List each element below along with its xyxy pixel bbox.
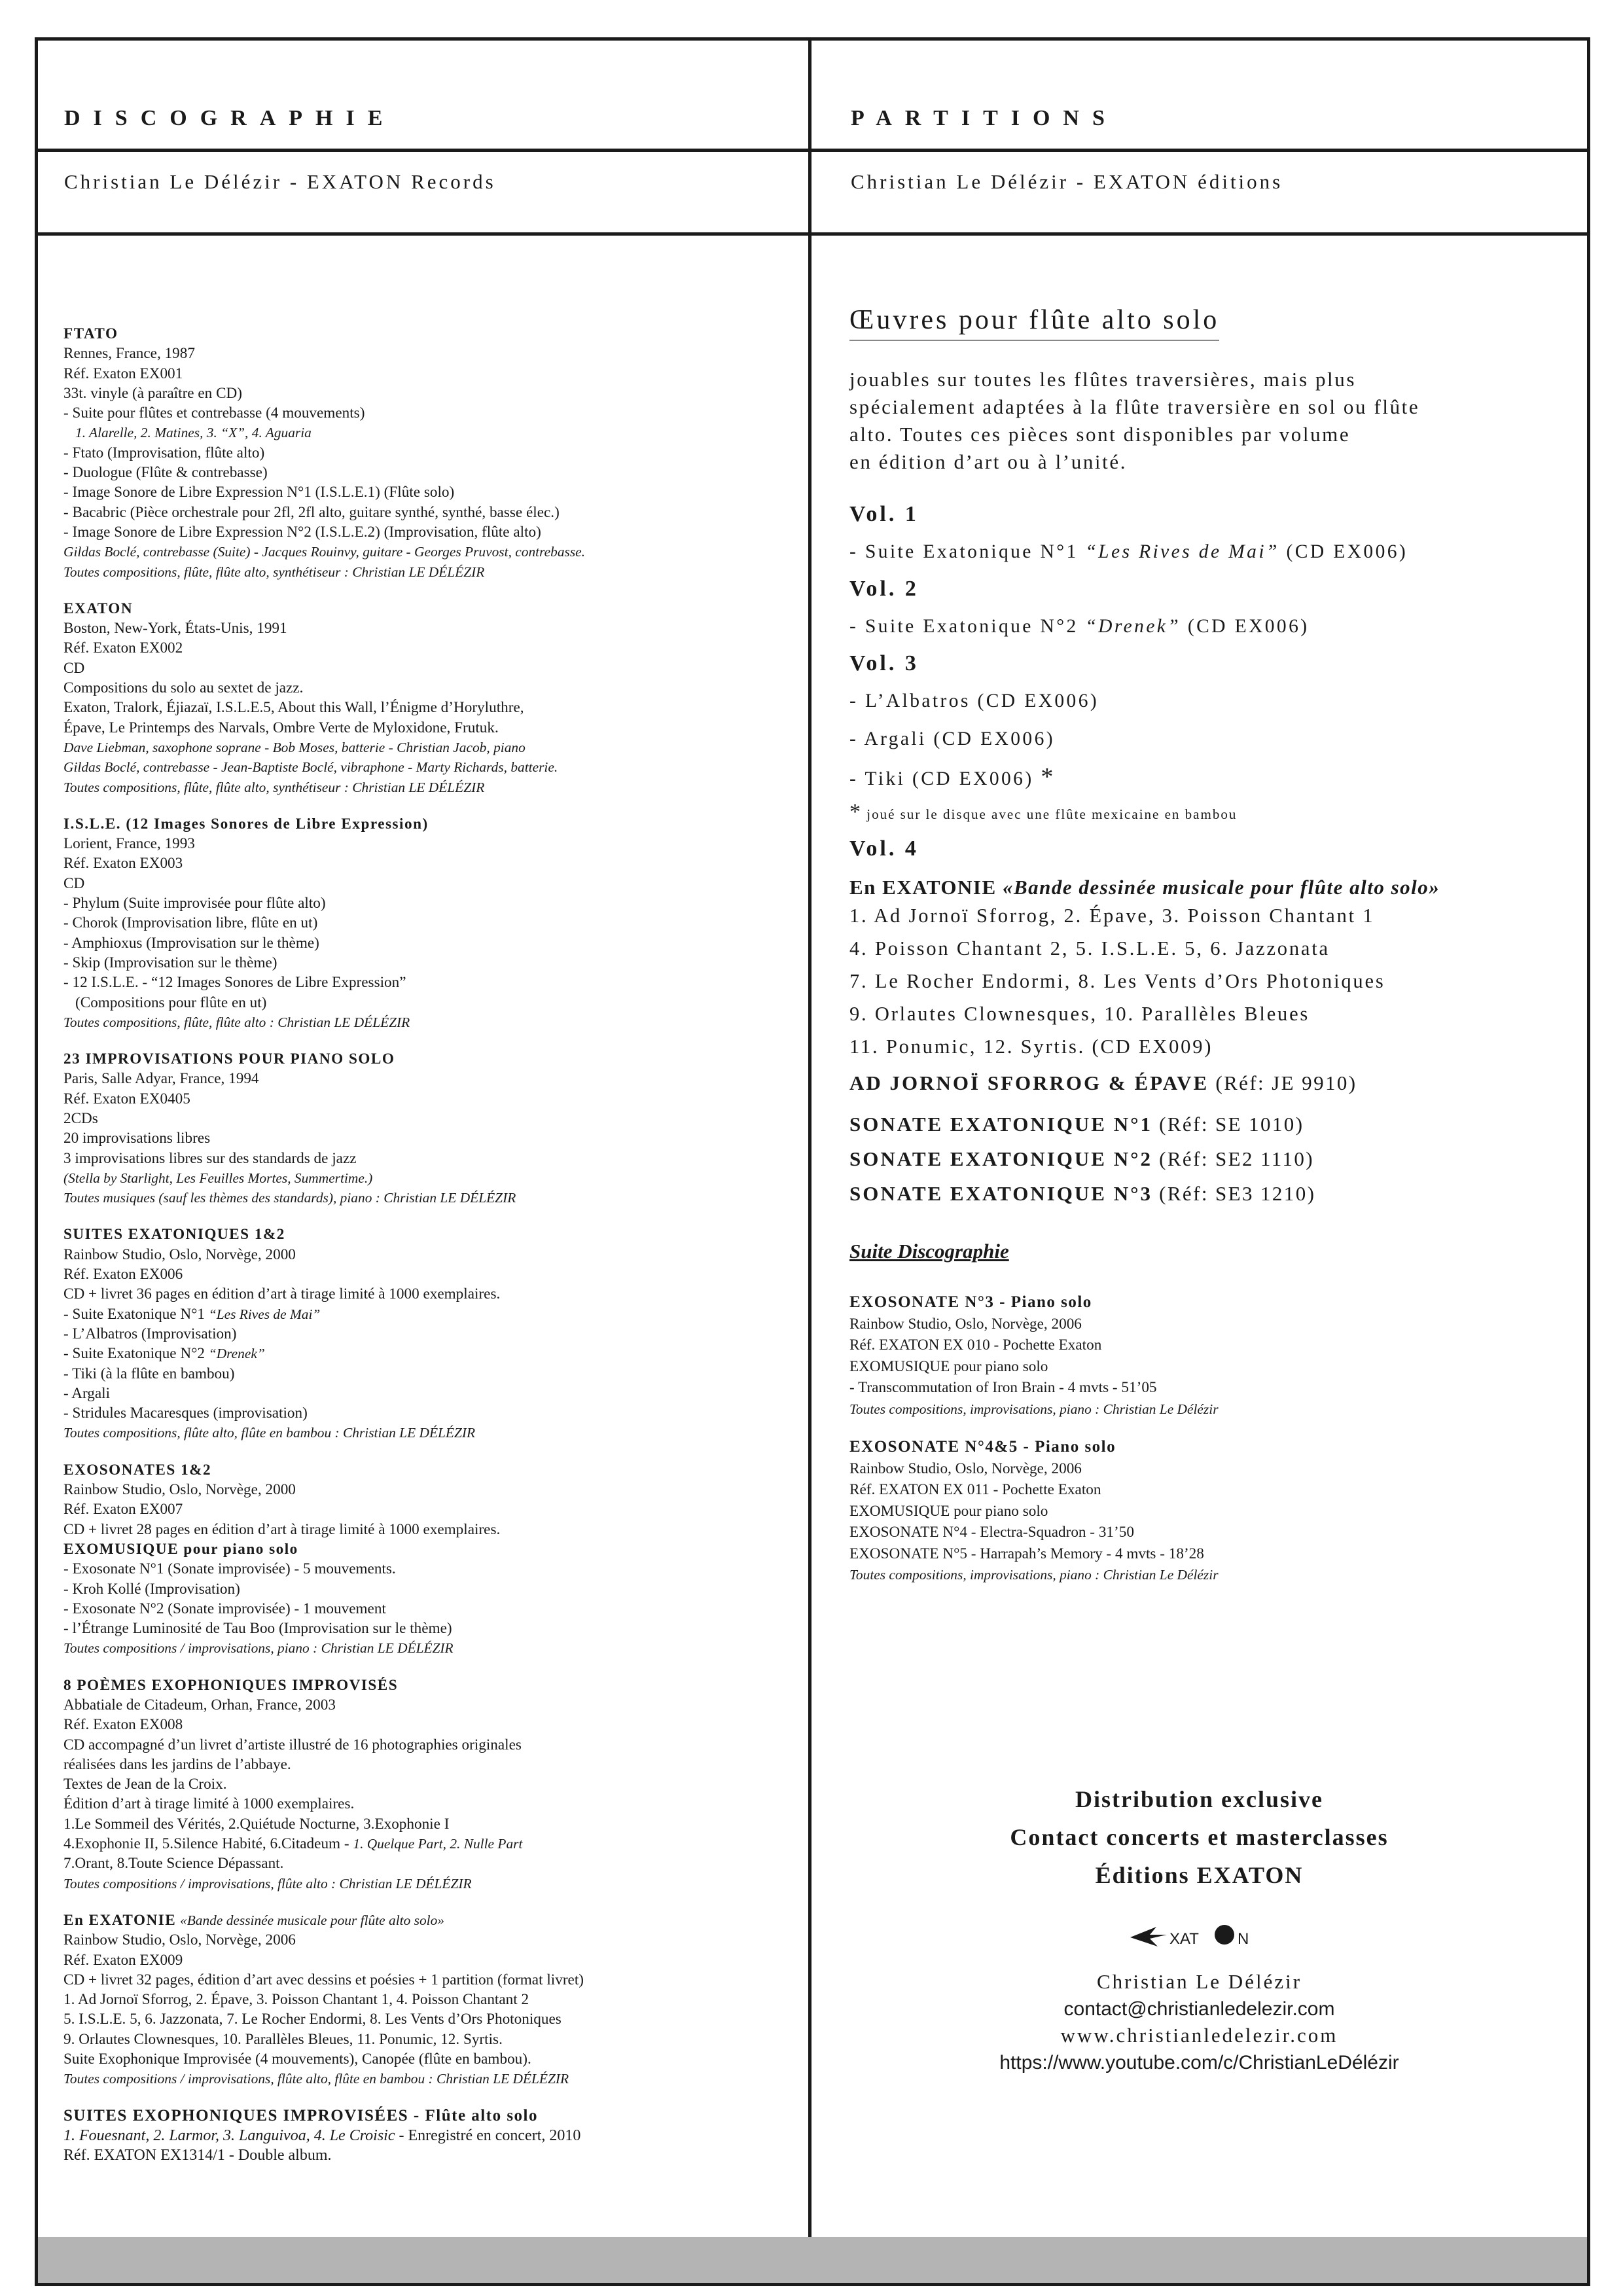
subheader-rule — [35, 232, 1590, 236]
album-line: Rainbow Studio, Oslo, Norvège, 2006 — [849, 1315, 1082, 1333]
album-en-exatonie — [63, 1910, 800, 2089]
piece-line: 11. Ponumic, 12. Syrtis. (CD EX009) — [849, 1035, 1213, 1058]
credit-line: Toutes compositions / improvisations, piano : Christian LE DÉLÉZIR — [63, 1640, 454, 1657]
album-line: Réf. Exaton EX0405 — [63, 1090, 190, 1107]
album-title-bold: En EXATONIE — [63, 1911, 177, 1929]
score-title: AD JORNOÏ SFORROG & ÉPAVE — [849, 1071, 1209, 1094]
album-line: 3 improvisations libres sur des standards de jazz — [63, 1149, 357, 1167]
album-line: 5. I.S.L.E. 5, 6. Jazzonata, 7. Le Rocher Endormi, 8. Les Vents d’Ors Photoniques — [63, 2011, 562, 2028]
album-line: Rainbow Studio, Oslo, Norvège, 2000 — [63, 1246, 296, 1263]
album-title: EXATON — [63, 600, 134, 617]
credit-line: Toutes compositions, improvisations, piano : Christian Le Délézir — [849, 1401, 1219, 1417]
intro-line: jouables sur toutes les flûtes traversières, mais plus — [849, 368, 1357, 391]
credit-line: Toutes compositions, flûte alto, flûte en bambou : Christian LE DÉLÉZIR — [63, 1425, 476, 1441]
track-line: - Image Sonore de Libre Expression N°1 (I.S.L.E.1) (Flûte solo) — [63, 484, 455, 501]
track-line: - l’Étrange Luminosité de Tau Boo (Improvisation sur le thème) — [63, 1620, 452, 1638]
track-subtitle: “Les Rives de Mai” — [208, 1306, 321, 1322]
score-ref: (Réf: JE 9910) — [1209, 1071, 1357, 1094]
track-line: - Kroh Kollé (Improvisation) — [63, 1580, 240, 1598]
album-line: Réf. Exaton EX009 — [63, 1951, 183, 1969]
album-line: Réf. Exaton EX007 — [63, 1501, 183, 1518]
track-line: - L’Albatros (Improvisation) — [63, 1325, 237, 1342]
track-line: - Exosonate N°1 (Sonate improvisée) - 5 mouvements. — [63, 1560, 396, 1578]
score-line — [849, 1176, 1569, 1211]
album-title: I.S.L.E. (12 Images Sonores de Libre Expression) — [63, 815, 429, 833]
piece-ref: (CD EX006) — [1181, 616, 1310, 637]
album-line: EXOMUSIQUE pour piano solo — [849, 1502, 1048, 1520]
album-line: CD accompagné d’un livret d’artiste illustré de 16 photographies originales — [63, 1736, 522, 1753]
footnote-text: joué sur le disque avec une flûte mexicaine en bambou — [866, 806, 1238, 822]
intro-line: spécialement adaptées à la flûte traversière en sol ou flûte — [849, 395, 1420, 418]
score-title: SONATE EXATONIQUE N°2 — [849, 1147, 1152, 1170]
album-line — [63, 1834, 800, 1854]
piece-label: - Tiki (CD EX006) — [849, 768, 1034, 789]
album-poemes-exophoniques — [63, 1676, 800, 1893]
footnote-star: * — [1041, 763, 1056, 791]
contact-name: Christian Le Délézir — [1096, 1970, 1302, 1993]
exaton-logo-icon — [1128, 1920, 1272, 1953]
credit-line: Gildas Boclé, contrebasse - Jean-Baptiste Boclé, vibraphone - Marty Richards, batterie. — [63, 759, 558, 776]
piece-line: 1. Ad Jornoï Sforrog, 2. Épave, 3. Poisson Chantant 1 — [849, 905, 1375, 927]
album-line: 33t. vinyle (à paraître en CD) — [63, 384, 242, 402]
album-title: SUITES EXOPHONIQUES IMPROVISÉES - Flûte alto solo — [63, 2106, 538, 2125]
album-line: Réf. EXATON EX 010 - Pochette Exaton — [849, 1336, 1102, 1354]
album-line: Boston, New-York, États-Unis, 1991 — [63, 620, 287, 637]
track-subtitle: 1. Quelque Part, 2. Nulle Part — [353, 1836, 523, 1852]
piece-line — [849, 613, 1569, 639]
credit-line: Toutes compositions, flûte, flûte alto, synthétiseur : Christian LE DÉLÉZIR — [63, 564, 485, 580]
album-line: CD + livret 28 pages en édition d’art à tirage limité à 1000 exemplaires. — [63, 1520, 501, 1538]
volume-heading: Vol. 4 — [849, 836, 919, 861]
album-line: réalisées dans les jardins de l’abbaye. — [63, 1755, 291, 1773]
album-title: FTATO — [63, 325, 118, 342]
album-line: - 12 I.S.L.E. - “12 Images Sonores de Libre Expression” — [63, 974, 406, 992]
logo-text: XAT — [1169, 1930, 1199, 1948]
album-line: - Amphioxus (Improvisation sur le thème) — [63, 934, 319, 952]
partitions-column — [849, 304, 1569, 1586]
album-line: Rainbow Studio, Oslo, Norvège, 2000 — [63, 1481, 296, 1499]
exatonie-subtitle: «Bande dessinée musicale pour flûte alto solo» — [1002, 876, 1440, 899]
intro-paragraph — [849, 366, 1569, 476]
piece-line: - Argali (CD EX006) — [849, 728, 1055, 749]
album-exosonate-4-5 — [849, 1437, 1569, 1586]
album-title: EXOSONATE N°3 - Piano solo — [849, 1293, 1092, 1311]
album-line: Réf. EXATON EX 011 - Pochette Exaton — [849, 1481, 1101, 1498]
album-line: Rainbow Studio, Oslo, Norvège, 2006 — [849, 1460, 1082, 1477]
album-suites-exatoniques — [63, 1225, 800, 1443]
album-line: CD — [63, 659, 85, 677]
album-title: 8 POÈMES EXOPHONIQUES IMPROVISÉS — [63, 1676, 399, 1694]
youtube-link[interactable]: https://www.youtube.com/c/ChristianLeDélézir — [999, 2052, 1399, 2073]
piece-line: 4. Poisson Chantant 2, 5. I.S.L.E. 5, 6. Jazzonata — [849, 937, 1330, 960]
album-line: - Chorok (Improvisation libre, flûte en ut) — [63, 914, 318, 932]
intro-line: en édition d’art ou à l’unité. — [849, 450, 1128, 473]
discographie-heading: DISCOGRAPHIE — [64, 106, 396, 130]
score-title: SONATE EXATONIQUE N°3 — [849, 1182, 1152, 1205]
track-subtitle: 1. Fouesnant, 2. Larmor, 3. Languivoa, 4. Le Croisic — [63, 2126, 395, 2144]
volume-heading: Vol. 1 — [849, 502, 919, 526]
album-line: Édition d’art à tirage limité à 1000 exemplaires. — [63, 1795, 355, 1813]
volume-heading: Vol. 3 — [849, 651, 919, 675]
track-label: 4.Exophonie II, 5.Silence Habité, 6.Citadeum - — [63, 1835, 353, 1853]
album-suites-exophoniques — [63, 2106, 800, 2166]
logo-n-glyph: N — [1237, 1930, 1249, 1948]
piece-subtitle: “Drenek” — [1085, 616, 1181, 637]
track-label: - Suite Exatonique N°1 — [63, 1305, 209, 1323]
track-line: - Bacabric (Pièce orchestrale pour 2fl, 2fl alto, guitare synthé, synthé, basse élec.) — [63, 503, 560, 521]
contact-line: Contact concerts et masterclasses — [1010, 1824, 1389, 1850]
track-line: - Argali — [63, 1384, 111, 1402]
credit-line: Gildas Boclé, contrebasse (Suite) - Jacques Rouinvy, guitare - Georges Pruvost, contrebasse. — [63, 544, 586, 560]
track-line: - Ftato (Improvisation, flûte alto) — [63, 444, 265, 461]
piece-line: 9. Orlautes Clownesques, 10. Parallèles Bleues — [849, 1003, 1310, 1025]
credit-line: Toutes musiques (sauf les thèmes des standards), piano : Christian LE DÉLÉZIR — [63, 1190, 516, 1206]
editions-subtitle: Christian Le Délézir - EXATON éditions — [851, 170, 1283, 193]
album-line: - Skip (Improvisation sur le thème) — [63, 954, 277, 971]
album-exosonate-3 — [849, 1292, 1569, 1420]
credit-line: Toutes compositions, flûte, flûte alto, synthétiseur : Christian LE DÉLÉZIR — [63, 779, 485, 795]
partitions-heading: PARTITIONS — [851, 106, 1118, 130]
track-label: - Suite Exatonique N°2 — [63, 1345, 209, 1363]
score-ref: (Réf: SE2 1110) — [1152, 1147, 1315, 1170]
album-ftato — [63, 324, 800, 582]
discography-column — [63, 324, 800, 2183]
volume-heading: Vol. 2 — [849, 577, 919, 601]
distribution-line: Distribution exclusive — [1075, 1786, 1323, 1812]
oeuvres-title: Œuvres pour flûte alto solo — [849, 304, 1219, 341]
credit-line: Toutes compositions, improvisations, piano : Christian Le Délézir — [849, 1567, 1219, 1583]
album-line: CD — [63, 874, 85, 892]
track-line: - Image Sonore de Libre Expression N°2 (I.S.L.E.2) (Improvisation, flûte alto) — [63, 523, 541, 541]
album-line: Réf. Exaton EX003 — [63, 855, 183, 872]
album-line: Rainbow Studio, Oslo, Norvège, 2006 — [63, 1931, 296, 1949]
album-title: 23 IMPROVISATIONS POUR PIANO SOLO — [63, 1050, 395, 1068]
album-line: Réf. Exaton EX006 — [63, 1266, 183, 1283]
track-line: - Tiki (à la flûte en bambou) — [63, 1365, 235, 1382]
album-line: - Transcommutation of Iron Brain - 4 mvts - 51’05 — [849, 1379, 1157, 1396]
track-line — [63, 1304, 800, 1324]
album-title: EXOSONATES 1&2 — [63, 1461, 212, 1479]
score-title: SONATE EXATONIQUE N°1 — [849, 1113, 1152, 1136]
piece-line: - L’Albatros (CD EX006) — [849, 691, 1099, 711]
distribution-block — [812, 1780, 1587, 2076]
contact-email[interactable]: contact@christianledelezir.com — [1063, 1998, 1335, 2020]
album-line: Réf. Exaton EX001 — [63, 365, 183, 382]
intro-line: alto. Toutes ces pièces sont disponibles par volume — [849, 423, 1351, 446]
credit-line: Toutes compositions / improvisations, flûte alto, flûte en bambou : Christian LE DÉLÉZIR — [63, 2071, 569, 2087]
album-subheading: EXOMUSIQUE pour piano solo — [63, 1540, 298, 1558]
album-line: Textes de Jean de la Croix. — [63, 1776, 227, 1793]
footnote — [849, 800, 1569, 825]
footer-bar — [38, 2237, 1587, 2283]
album-line: Suite Exophonique Improvisée (4 mouvements), Canopée (flûte en bambou). — [63, 2051, 531, 2068]
album-line: 1.Le Sommeil des Vérités, 2.Quiétude Nocturne, 3.Exophonie I — [63, 1815, 450, 1833]
album-line: EXOSONATE N°4 - Electra-Squadron - 31’50 — [849, 1524, 1134, 1541]
score-ref: (Réf: SE3 1210) — [1152, 1182, 1316, 1205]
album-title: SUITES EXATONIQUES 1&2 — [63, 1226, 285, 1244]
album-line: CD + livret 36 pages en édition d’art à tirage limité à 1000 exemplaires. — [63, 1285, 501, 1303]
track-subtitle: “Drenek” — [208, 1346, 265, 1362]
piece-label: - Suite Exatonique N°1 — [849, 541, 1086, 562]
album-exaton — [63, 599, 800, 797]
editions-line: Éditions EXATON — [1095, 1862, 1304, 1888]
album-line: 20 improvisations libres — [63, 1130, 211, 1147]
album-line: 9. Orlautes Clownesques, 10. Parallèles Bleues, 11. Ponumic, 12. Syrtis. — [63, 2030, 503, 2048]
album-line: 7.Orant, 8.Toute Science Dépassant. — [63, 1855, 284, 1873]
records-subtitle: Christian Le Délézir - EXATON Records — [64, 170, 496, 193]
track-line: - Exosonate N°2 (Sonate improvisée) - 1 mouvement — [63, 1600, 386, 1617]
score-line — [849, 1107, 1569, 1141]
album-exosonates — [63, 1460, 800, 1659]
exaton-logo — [1128, 1920, 1272, 1953]
track-line — [63, 1344, 800, 1363]
album-line: Exaton, Tralork, Éjiazaï, I.S.L.E.5, About this Wall, l’Énigme d’Horyluthre, — [63, 699, 524, 717]
credit-line: Toutes compositions / improvisations, flûte alto : Christian LE DÉLÉZIR — [63, 1875, 472, 1892]
album-line: Rennes, France, 1987 — [63, 345, 195, 363]
exatonie-title: En EXATONIE — [849, 876, 997, 899]
album-line: Réf. Exaton EX002 — [63, 639, 183, 657]
album-piano-improvisations — [63, 1049, 800, 1208]
album-line: Abbatiale de Citadeum, Orhan, France, 2003 — [63, 1696, 336, 1713]
header-rule — [35, 149, 1590, 152]
score-ref: (Réf: SE 1010) — [1152, 1113, 1304, 1136]
album-line: CD + livret 32 pages, édition d’art avec dessins et poésies + 1 partition (format livret) — [63, 1971, 584, 1988]
album-line — [63, 2126, 800, 2145]
exatonie-heading — [849, 876, 1569, 899]
website-link[interactable]: www.christianledelezir.com — [1060, 2024, 1338, 2047]
album-line: EXOSONATE N°5 - Harrapah’s Memory - 4 mvts - 18’28 — [849, 1545, 1204, 1562]
album-title-italic: «Bande dessinée musicale pour flûte alto solo» — [180, 1912, 445, 1928]
piece-line: 7. Le Rocher Endormi, 8. Les Vents d’Ors Photoniques — [849, 970, 1385, 992]
album-line: EXOMUSIQUE pour piano solo — [849, 1357, 1048, 1375]
album-line: - Phylum (Suite improvisée pour flûte alto) — [63, 895, 326, 912]
album-isle — [63, 814, 800, 1032]
album-line: Compositions du solo au sextet de jazz. — [63, 679, 304, 697]
album-title — [63, 1910, 800, 1930]
movements-line: 1. Alarelle, 2. Matines, 3. “X”, 4. Aguaria — [75, 425, 312, 441]
credit-line: (Stella by Starlight, Les Feuilles Mortes, Summertime.) — [63, 1170, 373, 1186]
piece-subtitle: “Les Rives de Mai” — [1085, 541, 1279, 562]
piece-label: - Suite Exatonique N°2 — [849, 616, 1086, 637]
score-line — [849, 1141, 1569, 1176]
credit-line: Toutes compositions, flûte, flûte alto : Christian LE DÉLÉZIR — [63, 1014, 410, 1030]
piece-line — [849, 539, 1569, 565]
track-line: - Stridules Macaresques (improvisation) — [63, 1405, 308, 1422]
album-line: Réf. EXATON EX1314/1 - Double album. — [63, 2147, 332, 2164]
score-line — [849, 1066, 1569, 1100]
album-line: 2CDs — [63, 1109, 98, 1127]
album-title: EXOSONATE N°4&5 - Piano solo — [849, 1438, 1116, 1456]
album-line: 1. Ad Jornoï Sforrog, 2. Épave, 3. Poisson Chantant 1, 4. Poisson Chantant 2 — [63, 1991, 529, 2009]
piece-ref: (CD EX006) — [1279, 541, 1408, 562]
album-line: Lorient, France, 1993 — [63, 835, 195, 853]
suite-discographie-heading: Suite Discographie — [849, 1240, 1009, 1263]
album-line: Réf. Exaton EX008 — [63, 1716, 183, 1734]
track-label: - Enregistré en concert, 2010 — [395, 2126, 581, 2144]
track-line: - Duologue (Flûte & contrebasse) — [63, 464, 268, 482]
credit-line: Dave Liebman, saxophone soprane - Bob Moses, batterie - Christian Jacob, piano — [63, 739, 526, 755]
footnote-star: * — [849, 800, 862, 824]
album-line: Paris, Salle Adyar, France, 1994 — [63, 1070, 259, 1088]
piece-line — [849, 764, 1569, 792]
album-line: Épave, Le Printemps des Narvals, Ombre Verte de Myloxidone, Frutuk. — [63, 719, 499, 736]
album-line: (Compositions pour flûte en ut) — [75, 994, 267, 1011]
album-line: - Suite pour flûtes et contrebasse (4 mouvements) — [63, 404, 365, 422]
